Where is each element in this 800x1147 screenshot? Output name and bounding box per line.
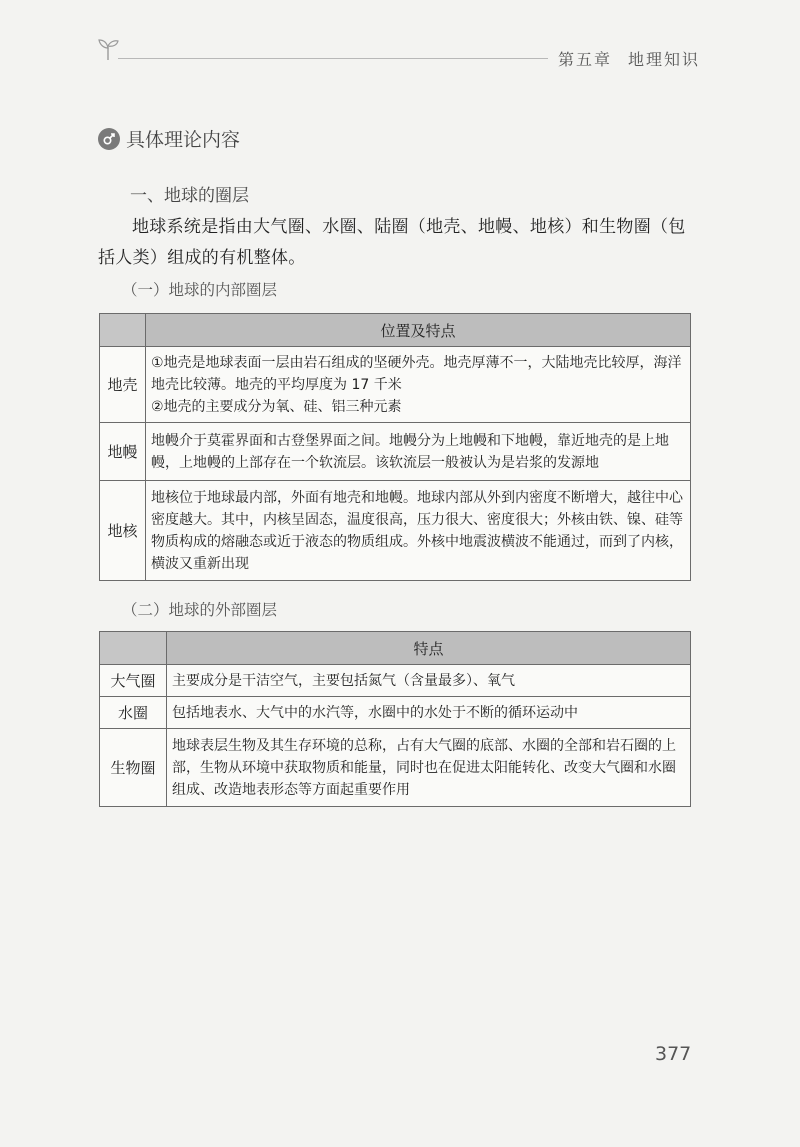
row-label: 大气圈 xyxy=(100,665,167,697)
subheading-outer-spheres: （二）地球的外部圈层 xyxy=(122,601,278,619)
header-rule xyxy=(118,58,548,59)
row-content xyxy=(146,423,691,481)
table-row xyxy=(100,665,691,697)
running-header xyxy=(558,47,700,70)
outer-spheres-table xyxy=(99,631,691,807)
chapter-title: 地理知识 xyxy=(628,50,701,69)
section-badge-icon xyxy=(98,128,120,150)
sprout-icon xyxy=(96,36,120,62)
row-content: 主要成分是干洁空气，主要包括氮气（含量最多）、氧气 xyxy=(167,665,691,697)
intro-paragraph: 地球系统是指由大气圈、水圈、陆圈（地壳、地幔、地核）和生物圈（包括人类）组成的有机整体。 xyxy=(98,217,686,268)
subheading-inner-spheres: （一）地球的内部圈层 xyxy=(122,281,278,299)
table-row xyxy=(100,347,691,423)
row-label: 地核 xyxy=(100,481,146,581)
table-header-row xyxy=(100,632,691,665)
section-title: 具体理论内容 xyxy=(126,129,241,151)
content-line: ②地壳的主要成分为氧、硅、铝三种元素 xyxy=(151,398,402,415)
table-row xyxy=(100,423,691,481)
row-label: 地壳 xyxy=(100,347,146,423)
table-corner-cell xyxy=(100,314,146,347)
table-corner-cell xyxy=(100,632,167,665)
table-row xyxy=(100,481,691,581)
table-header-cell: 特点 xyxy=(167,632,691,665)
table-row xyxy=(100,697,691,729)
row-content xyxy=(146,481,691,581)
content-line: ①地壳是地球表面一层由岩石组成的坚硬外壳。地壳厚薄不一，大陆地壳比较厚，海洋地壳比较薄。地壳的平均厚度为 17 千米 xyxy=(151,354,682,393)
page-number: 377 xyxy=(655,1043,692,1065)
chapter-number: 第五章 xyxy=(558,50,613,69)
content-line: 地核位于地球最内部，外面有地壳和地幔。地球内部从外到内密度不断增大，越往中心密度越大。其中，内核呈固态，温度很高，压力很大、密度很大；外核由铁、镍、硅等物质构成的熔融态或近于液态的物质组成。外核中地震波横波不能通过，而到了内核，横波又重新出现 xyxy=(151,489,683,572)
table-header-row xyxy=(100,314,691,347)
row-label: 地幔 xyxy=(100,423,146,481)
row-content: 地球表层生物及其生存环境的总称，占有大气圈的底部、水圈的全部和岩石圈的上部，生物从环境中获取物质和能量，同时也在促进太阳能转化、改变大气圈和水圈组成、改造地表形态等方面起重要作用 xyxy=(167,729,691,807)
row-content: 包括地表水、大气中的水汽等，水圈中的水处于不断的循环运动中 xyxy=(167,697,691,729)
content-line: 地幔介于莫霍界面和古登堡界面之间。地幔分为上地幔和下地幔，靠近地壳的是上地幔，上地幔的上部存在一个软流层。该软流层一般被认为是岩浆的发源地 xyxy=(151,432,669,471)
table-row xyxy=(100,729,691,807)
table-header-cell: 位置及特点 xyxy=(146,314,691,347)
section-heading xyxy=(98,125,240,152)
row-content xyxy=(146,347,691,423)
row-label: 生物圈 xyxy=(100,729,167,807)
inner-spheres-table xyxy=(99,313,691,581)
row-label: 水圈 xyxy=(100,697,167,729)
heading-earth-spheres: 一、地球的圈层 xyxy=(130,186,249,206)
